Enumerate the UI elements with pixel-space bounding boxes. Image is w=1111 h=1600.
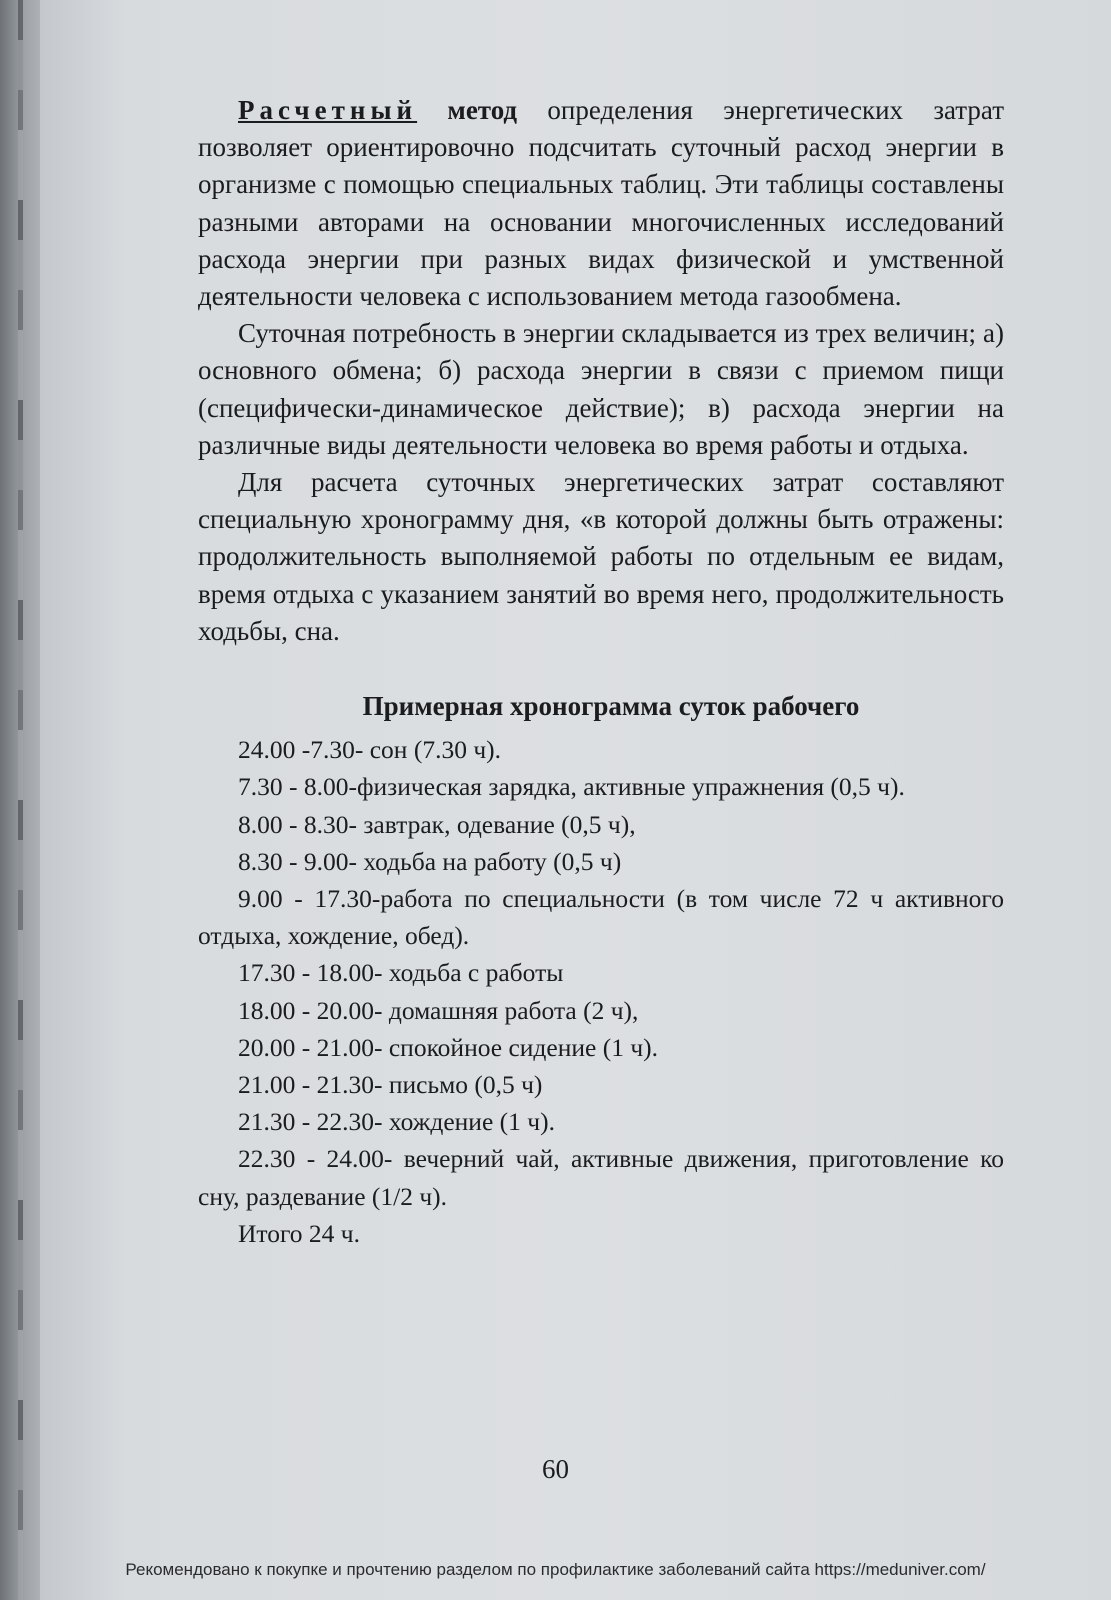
- spine-strip: [18, 0, 23, 1600]
- lead-term: Расчетный: [238, 95, 418, 125]
- schedule-item: 22.30 - 24.00- вечерний чай, активные движения, приготовление ко сну, раздевание (1/2 ч).: [198, 1144, 1004, 1211]
- schedule-item: 7.30 - 8.00-физическая зарядка, активные упражнения (0,5 ч).: [238, 772, 905, 802]
- schedule-item: 18.00 - 20.00- домашняя работа (2 ч),: [238, 995, 639, 1025]
- schedule-item: 21.00 - 21.30- письмо (0,5 ч): [238, 1070, 543, 1100]
- paragraph-calculation-method: [198, 92, 1004, 315]
- schedule-item: 9.00 - 17.30-работа по специальности (в том числе 72 ч активного отдыха, хождение, обед).: [198, 884, 1004, 951]
- schedule-item: 8.00 - 8.30- завтрак, одевание (0,5 ч),: [238, 809, 636, 839]
- schedule-item: 20.00 - 21.00- спокойное сидение (1 ч).: [238, 1032, 659, 1062]
- schedule-item: 21.30 - 22.30- хождение (1 ч).: [238, 1107, 555, 1137]
- schedule-heading: Примерная хронограмма суток рабочего: [362, 691, 860, 722]
- page-number: 60: [542, 1454, 569, 1484]
- paragraph-chronogram: Для расчета суточных энергетических затрат составляют специальную хронограмму дня, «в которой должны быть отражены: продолжительность выполняемой работы по отдельным ее видам, время отдыха с указанием занятий во время него, продолжительность ходьбы, сна.: [198, 467, 1004, 646]
- schedule-item: 24.00 -7.30- сон (7.30 ч).: [238, 735, 502, 765]
- paragraph-daily-need: Суточная потребность в энергии складывается из трех величин; а) основного обмена; б) расхода энергии в связи с приемом пищи (специфически-динамическое действие); в) расхода энергии на различные виды деятельности человека во время работы и отдыха.: [198, 318, 1004, 460]
- page-content: [198, 92, 1004, 1252]
- lead-term-bold: метод: [447, 95, 518, 125]
- site-watermark: Рекомендовано к покупке и прочтению разделом по профилактике заболеваний сайта https://meduniver.com/: [125, 1560, 986, 1579]
- schedule-total: Итого 24 ч.: [238, 1218, 360, 1248]
- schedule-item: 8.30 - 9.00- ходьба на работу (0,5 ч): [238, 846, 622, 876]
- schedule-item: 17.30 - 18.00- ходьба с работы: [238, 958, 564, 988]
- schedule-list: [198, 731, 1004, 1252]
- paragraph-1-text: определения энергетических затрат позволяет ориентировочно подсчитать суточный расход энергии в организме с помощью специальных таблиц. Эти таблицы составлены разными авторами на основании многочисленных исследований расхода энергии при разных видах физической и умственной деятельности человека с использованием метода газообмена.: [198, 95, 1005, 312]
